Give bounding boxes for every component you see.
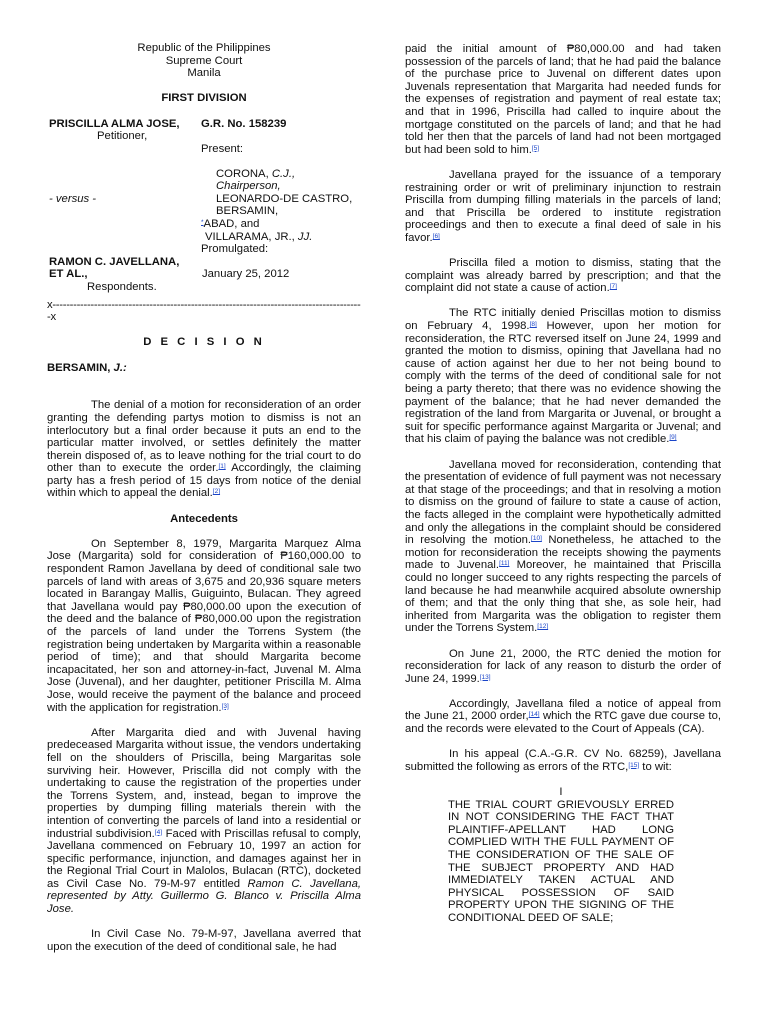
averred-paragraph-end: paid the initial amount of ₱80,000.00 and had taken possession of the parcels of land; that he had paid the balance of the purchase price to Juvenal on different dates upon Juvenals representation that Margarita had needed funds for the expenses of registration and payment of real estate tax; and that in 1996, Priscilla had called to inquire about the mortgage constituted on the parcels of land; and that he had told her then that the parcels of land had not been mortgaged but had been sold to him.[5] xyxy=(405,43,721,156)
appeal-paragraph: Accordingly, Javellana filed a notice of appeal from the June 21, 2000 order,[14] which the RTC gave due course to, and the records were elevated to the Court of Appeals (CA). xyxy=(405,697,721,736)
bench-leonardo: LEONARDO-DE CASTRO, xyxy=(216,192,353,205)
footnote-4-link[interactable]: [4] xyxy=(154,828,163,836)
bench-abad: *ABAD, and xyxy=(201,217,260,230)
footnote-2-link[interactable]: [2] xyxy=(212,488,221,496)
dismiss-paragraph: Priscilla filed a motion to dismiss, stating that the complaint was already barred by prescription; and that the complaint did not state a cause of action.[7] xyxy=(405,257,721,295)
footnote-6-link[interactable]: [6] xyxy=(432,232,440,240)
promulgated-label: Promulgated: xyxy=(201,243,269,256)
respondent-role: Respondents. xyxy=(87,280,157,293)
left-column xyxy=(47,42,361,953)
error-numeral: I xyxy=(559,786,563,799)
prayed-paragraph: Javellana prayed for the issuance of a temporary restraining order or writ of preliminary injunction to restrain Priscilla from dumping filling materials in the parcels of land; and that Priscilla be ordered to institute registration proceedings and then to execute a final deed of sale in his favor.[6] xyxy=(405,168,721,244)
footnote-15-link[interactable]: [15] xyxy=(628,761,640,769)
footnote-13-link[interactable]: [13] xyxy=(479,673,491,681)
averred-paragraph-start: In Civil Case No. 79-M-97, Javellana averred that upon the execution of the deed of conditional sale, he had xyxy=(47,928,361,953)
june21-paragraph: On June 21, 2000, the RTC denied the motion for reconsideration for lack of any reason to disturb the order of June 24, 1999.[13] xyxy=(405,647,721,685)
city-line: Manila xyxy=(187,67,221,80)
footnote-11-link[interactable]: [11] xyxy=(499,560,510,568)
petitioner-role: Petitioner, xyxy=(97,130,148,143)
footnote-8-link[interactable]: [8] xyxy=(529,321,537,329)
ponente xyxy=(47,362,361,375)
footnote-5-link[interactable]: [5] xyxy=(531,144,540,152)
gr-number: G.R. No. 158239 xyxy=(201,117,287,130)
footnote-14-link[interactable]: [14] xyxy=(528,711,540,719)
bench-abad-footnote-link[interactable]: * xyxy=(201,218,204,226)
assigned-error-block xyxy=(448,786,674,925)
sale-paragraph: On September 8, 1979, Margarita Marquez Alma Jose (Margarita) sold for consideration of ₱160,000.00 to respondent Ramon Javellana by deed of conditional sale two parcels of land with areas of 3,675 and 20,936 square meters located in Barangay Mallis, Guiguinto, Bulacan. They agreed that Javellana would pay ₱80,000.00 upon the execution of the deed and the balance of ₱80,000.00 upon the registration of the parcels of land under the Torrens System (the registration being undertaken by Margarita within a reasonable period of time); and that should Margarita become incapacitated, her son and attorney-in-fact, Juvenal M. Alma Jose (Juvenal), and her daughter, petitioner Priscilla M. Alma Jose, would receive the payment of the balance and proceed with the application for registration.[3] xyxy=(47,537,361,714)
errors-paragraph: In his appeal (C.A.-G.R. CV No. 68259), Javellana submitted the following as errors of the RTC,[15] to wit: xyxy=(405,748,721,773)
court-header xyxy=(47,42,361,105)
error-text: THE TRIAL COURT GRIEVOUSLY ERRED IN NOT CONSIDERING THE FACT THAT PLAINTIFF-APELLANT HAD LONG COMPLIED WITH THE FULL PAYMENT OF THE CONSIDERATION OF THE SALE OF THE SUBJECT PROPERTY AND HAD IMMEDIATELY TAKEN ACTUAL AND PHYSICAL POSSESSION OF SAID PROPERTY UPON THE SIGNING OF THE CONDITIONAL DEED OF SALE; xyxy=(448,798,674,924)
footnote-10-link[interactable]: [10] xyxy=(531,535,542,543)
case-caption xyxy=(47,118,361,308)
petitioner-name: PRISCILLA ALMA JOSE, xyxy=(49,117,180,130)
bench-villarama-name: VILLARAMA, JR., xyxy=(205,230,295,243)
case-title-italic: Ramon C. Javellana, represented by Atty. Guillermo G. Blanco v. Priscilla Alma Jose. xyxy=(47,877,361,916)
intro-paragraph: The denial of a motion for reconsideration of an order granting the defending partys motion to dismiss is not an interlocutory but a final order because it puts an end to the particular matter involved, or settles definitely the matter therein disposed of, as to leave nothing for the trial court to do other than to execute the order.[1] Accordingly, the claiming party has a fresh period of 15 days from notice of the denial within which to appeal the denial.[2] xyxy=(47,399,361,500)
right-column xyxy=(405,43,721,925)
bench-corona-title: C.J., xyxy=(271,167,296,180)
footnote-1-link[interactable]: [1] xyxy=(218,463,226,471)
present-label: Present: xyxy=(201,142,244,155)
bench-villarama xyxy=(205,231,312,244)
footnote-9-link[interactable]: [9] xyxy=(669,434,677,442)
ponente-title: J.: xyxy=(113,361,127,374)
bench-bersamin: BERSAMIN, xyxy=(216,205,279,218)
republic-line: Republic of the Philippines xyxy=(137,42,271,54)
versus-label: - versus - xyxy=(49,192,97,205)
ponente-name: BERSAMIN, xyxy=(47,361,111,374)
caption-separator: x------------------------------------------------------------------------------------------x xyxy=(47,298,361,324)
reconsideration-paragraph: Javellana moved for reconsideration, contending that the presentation of evidence of full payment was not necessary at that stage of the proceedings; and that in resolving a motion to dismiss on the ground of failure to state a cause of action, the facts alleged in the complaint were hypothetically admitted and only the allegations in the complaint should be considered in resolving the motion.[10] Nonetheless, he attached to the motion for reconsideration the receipts showing the payments made to Juvenal.[11] Moreover, he maintained that Priscilla could no longer succeed to any rights respecting the parcels of land because he had meanwhile acquired absolute ownership of them; and that the only thing that she, as sole heir, had inherited from Margarita was the obligation to register them under the Torrens System.[12] xyxy=(405,458,721,635)
footnote-12-link[interactable]: [12] xyxy=(537,623,549,631)
death-paragraph: After Margarita died and with Juvenal having predeceased Margarita without issue, the vendors undertaking fell on the shoulders of Priscilla, being Margaritas sole surviving heir. However, Priscilla did not comply with the undertaking to cause the registration of the properties under the Torrens System, and, instead, began to improve the properties by dumping filling materials therein with the intention of converting the parcels of land into a residential or industrial subdivision.[4] Faced with Priscillas refusal to comply, Javellana commenced on February 10, 1997 an action for specific performance, injunction, and damages against her in the Regional Trial Court in Malolos, Bulacan (RTC), docketed as Civil Case No. 79-M-97 entitled Ramon C. Javellana, represented by Atty. Guillermo G. Blanco v. Priscilla Alma Jose. xyxy=(47,726,361,916)
court-line: Supreme Court xyxy=(165,54,243,67)
bench-corona xyxy=(216,168,295,181)
division-title: FIRST DIVISION xyxy=(161,92,247,105)
bench-villarama-title: JJ. xyxy=(297,230,313,243)
footnote-3-link[interactable]: [3] xyxy=(221,702,229,710)
promulgation-date: January 25, 2012 xyxy=(202,268,290,281)
bench-corona-name: CORONA, xyxy=(216,167,269,180)
footnote-7-link[interactable]: [7] xyxy=(609,283,617,291)
respondent-name-1: RAMON C. JAVELLANA, xyxy=(49,255,180,268)
decision-title: D E C I S I O N xyxy=(143,336,265,349)
antecedents-heading: Antecedents xyxy=(170,512,238,525)
respondent-name-2: ET AL., xyxy=(49,268,88,281)
rtc-paragraph: The RTC initially denied Priscillas motion to dismiss on February 4, 1998.[8] However, upon her motion for reconsideration, the RTC reversed itself on June 24, 1999 and granted the motion to dismiss, opining that Javellana had no cause of action against her due to her not being bound to comply with the terms of the deed of conditional sale for not being a party thereto; that there was no evidence showing the payment of the balance; that he had never demanded the registration of the land from Margarita or Juvenal, or brought a suit for specific performance against Margarita or Juvenal; and that his claim of paying the balance was not credible.[9] xyxy=(405,307,721,446)
bench-chairperson: Chairperson, xyxy=(216,180,281,193)
